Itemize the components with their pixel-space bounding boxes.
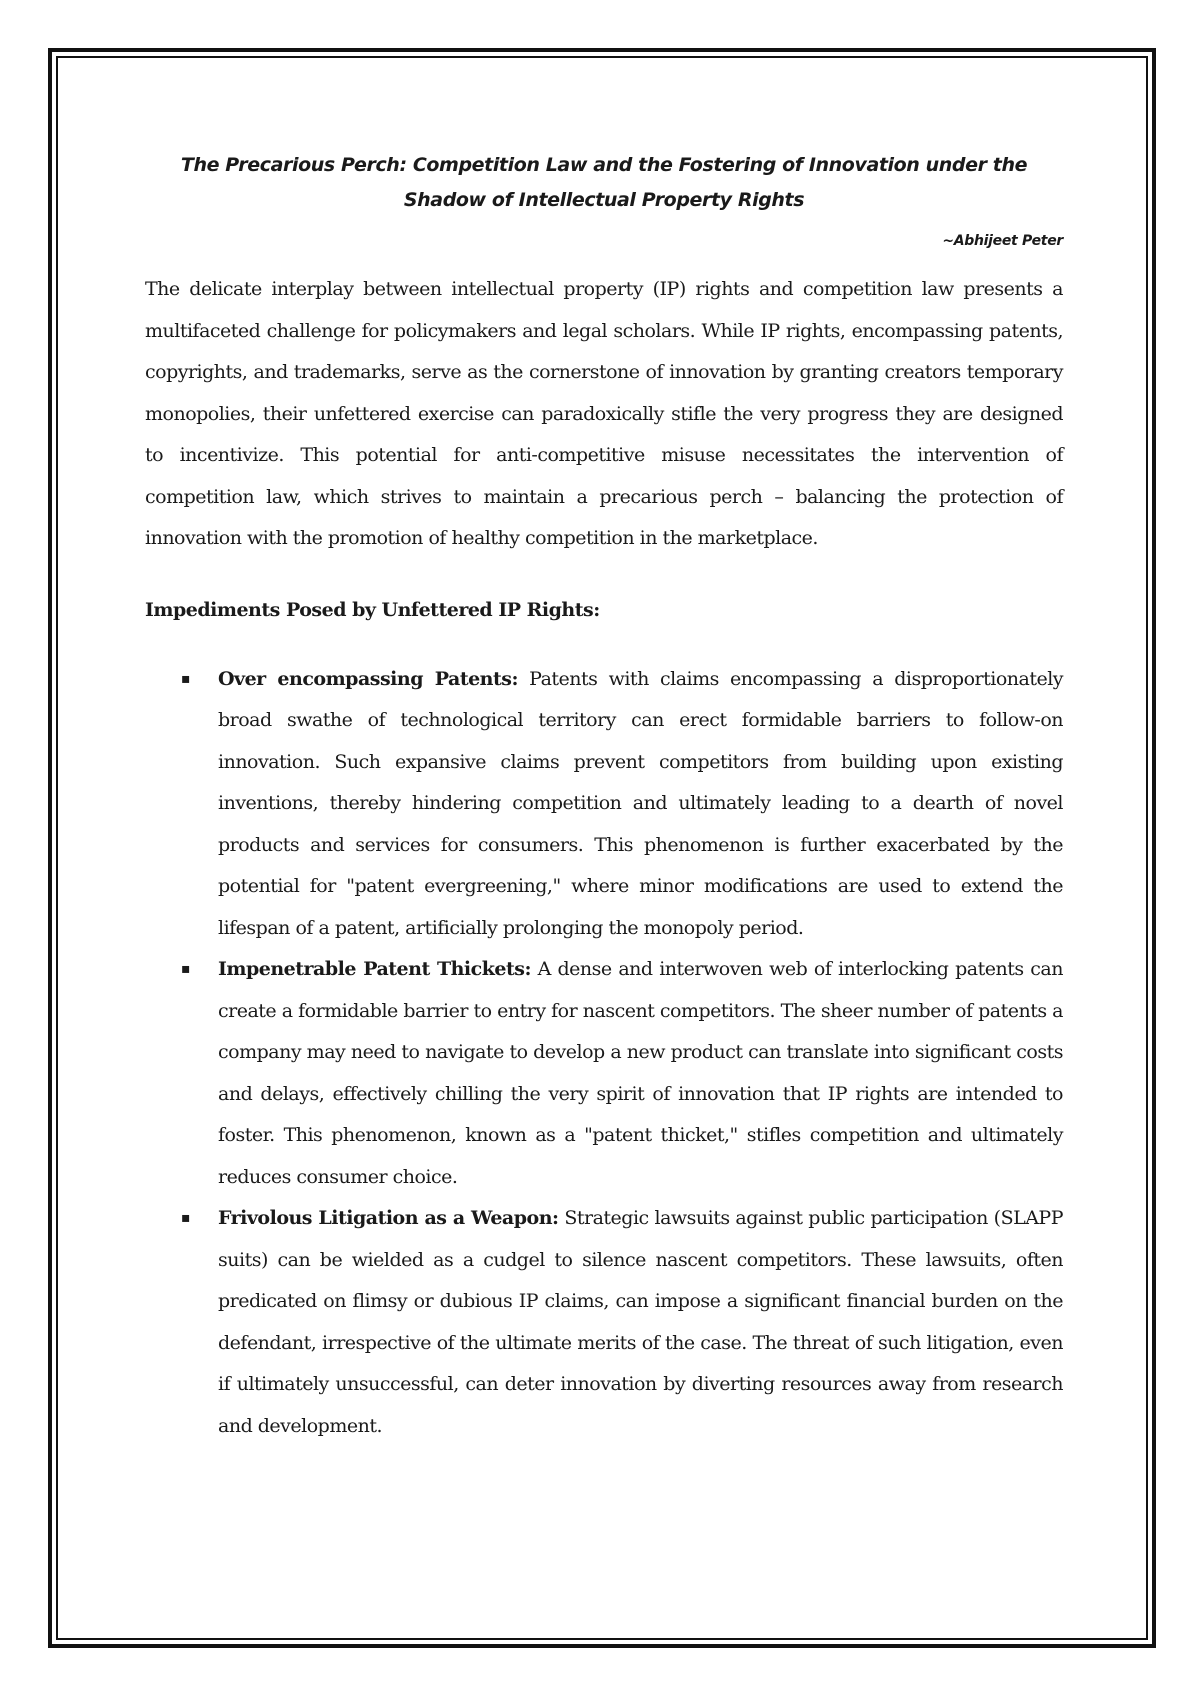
square-bullet-icon: ▪ (181, 1210, 190, 1226)
list-item-overencompassing-patents (145, 659, 1063, 950)
title-line-1: The Precarious Perch: Competition Law and the Fostering of Innovation under the (180, 154, 1028, 176)
intro-paragraph: The delicate interplay between intellectual property (IP) rights and competition law presents a multifaceted challenge for policymakers and legal scholars. While IP rights, encompassing patents, copyrights, and trademarks, serve as the cornerstone of innovation by granting creators temporary monopolies, their unfettered exercise can paradoxically stifle the very progress they are designed to incentivize. This potential for anti-competitive misuse necessitates the intervention of competition law, which strives to maintain a precarious perch – balancing the protection of innovation with the promotion of healthy competition in the marketplace. (145, 278, 1063, 549)
title-line-2: Shadow of Intellectual Property Rights (403, 189, 805, 211)
list-item-frivolous-litigation (145, 1198, 1063, 1447)
square-bullet-icon: ▪ (181, 670, 190, 687)
author-byline: ~Abhijeet Peter (942, 233, 1063, 249)
list-item-patent-thickets (145, 949, 1063, 1198)
document-title (145, 148, 1063, 218)
list-item-text: Patents with claims encompassing a disproportionately broad swathe of technological territory can erect formidable barriers to follow-on innovation. Such expansive claims prevent competitors from building upon existing inventions, thereby hindering competition and ultimately leading to a dearth of novel products and services for consumers. This phenomenon is further exacerbated by the potential for "patent evergreening," where minor modifications are used to extend the lifespan of a patent, artificially prolonging the monopoly period. (218, 667, 1064, 939)
section-heading: Impediments Posed by Unfettered IP Rights: (145, 598, 600, 621)
list-item-text: Strategic lawsuits against public participation (SLAPP suits) can be wielded as a cudgel to silence nascent competitors. These lawsuits, often predicated on flimsy or dubious IP claims, can impose a significant financial burden on the defendant, irrespective of the ultimate merits of the case. The threat of such litigation, even if ultimately unsuccessful, can deter innovation by diverting resources away from research and development. (218, 1207, 1063, 1437)
list-item-label: Impenetrable Patent Thickets: (218, 958, 531, 980)
list-item-text: A dense and interwoven web of interlocking patents can create a formidable barrier to entry for nascent competitors. The sheer number of patents a company may need to navigate to develop a new product can translate into significant costs and delays, effectively chilling the very spirit of innovation that IP rights are intended to foster. This phenomenon, known as a "patent thicket," stifles competition and ultimately reduces consumer choice. (218, 958, 1063, 1188)
list-item-label: Over encompassing Patents: (218, 667, 518, 690)
list-item-label: Frivolous Litigation as a Weapon: (218, 1207, 559, 1229)
impediments-list (145, 659, 1063, 1448)
square-bullet-icon: ▪ (181, 961, 190, 977)
document-body (145, 148, 1063, 1447)
